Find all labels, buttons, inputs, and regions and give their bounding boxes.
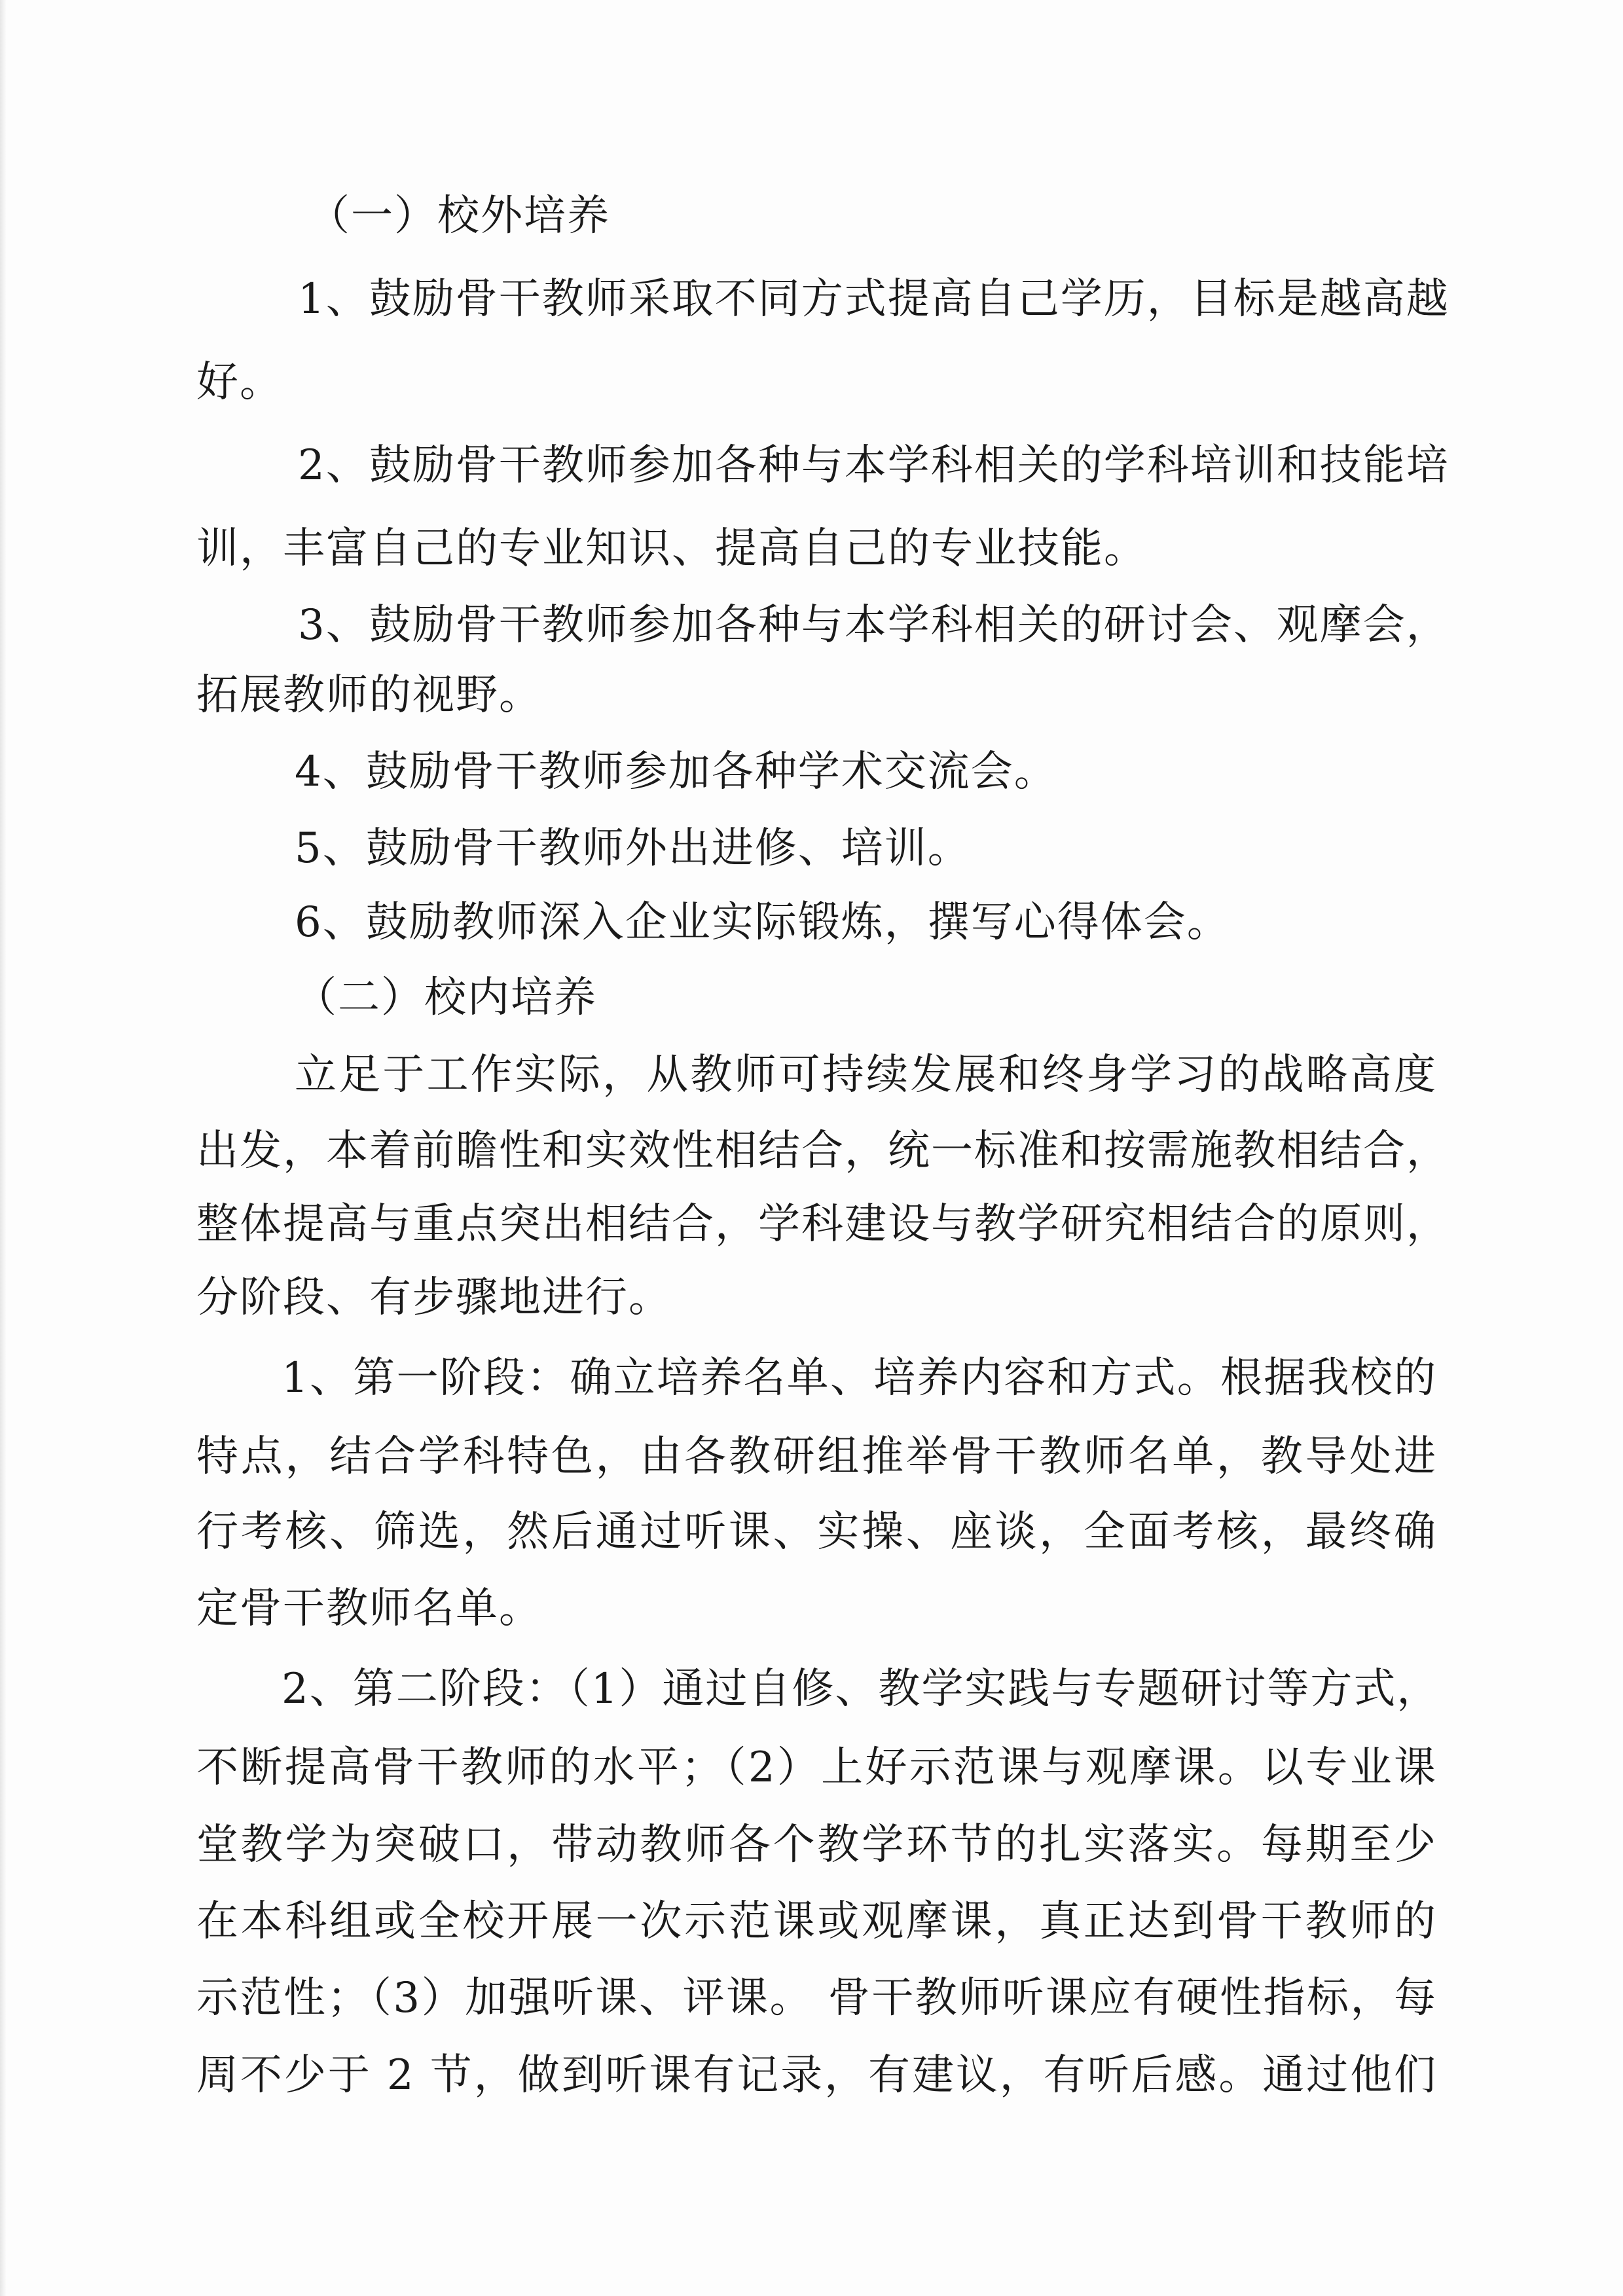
text-line: 6、鼓励教师深入企业实际锻炼，撰写心得体会。 [295,898,1230,947]
text-line: 2、第二阶段：（1）通过自修、教学实践与专题研讨等方式， [282,1665,1440,1713]
text-line: 示范性；（3）加强听课、评课。 骨干教师听课应有硬性指标，每 [196,1974,1437,2022]
text-line: 堂教学为突破口，带动教师各个教学环节的扎实落实。每期至少 [196,1821,1437,1869]
text-line: 好。 [196,358,283,407]
text-line: 不断提高骨干教师的水平；（2）上好示范课与观摩课。以专业课 [196,1743,1437,1792]
text-line: （一）校外培养 [308,192,610,240]
text-line: 拓展教师的视野。 [196,671,542,720]
text-line: 2、鼓励骨干教师参加各种与本学科相关的学科培训和技能培 [298,441,1450,490]
text-line: 4、鼓励骨干教师参加各种学术交流会。 [295,748,1057,796]
text-line: 在本科组或全校开展一次示范课或观摩课，真正达到骨干教师的 [196,1897,1437,1946]
text-line: 1、第一阶段：确立培养名单、培养内容和方式。根据我校的 [282,1354,1437,1402]
text-line: 5、鼓励骨干教师外出进修、培训。 [295,824,971,873]
text-line: 整体提高与重点突出相结合，学科建设与教学研究相结合的原则， [196,1200,1450,1248]
text-line: 分阶段、有步骤地进行。 [196,1273,672,1322]
text-line: 行考核、筛选，然后通过听课、实操、座谈，全面考核，最终确 [196,1508,1437,1556]
text-line: 周不少于 2 节，做到听课有记录，有建议，有听后感。通过他们 [196,2051,1437,2100]
text-line: （二）校内培养 [295,974,597,1022]
text-line: 1、鼓励骨干教师采取不同方式提高自己学历，目标是越高越 [298,275,1450,323]
text-line: 立足于工作实际，从教师可持续发展和终身学习的战略高度 [295,1051,1437,1099]
text-line: 出发，本着前瞻性和实效性相结合，统一标准和按需施教相结合， [196,1127,1450,1175]
scan-edge-shadow [0,0,7,2296]
text-line: 3、鼓励骨干教师参加各种与本学科相关的研讨会、观摩会， [298,601,1450,649]
text-line: 训，丰富自己的专业知识、提高自己的专业技能。 [196,524,1147,573]
text-line: 特点，结合学科特色，由各教研组推举骨干教师名单，教导处进 [196,1432,1437,1481]
text-line: 定骨干教师名单。 [196,1584,542,1633]
